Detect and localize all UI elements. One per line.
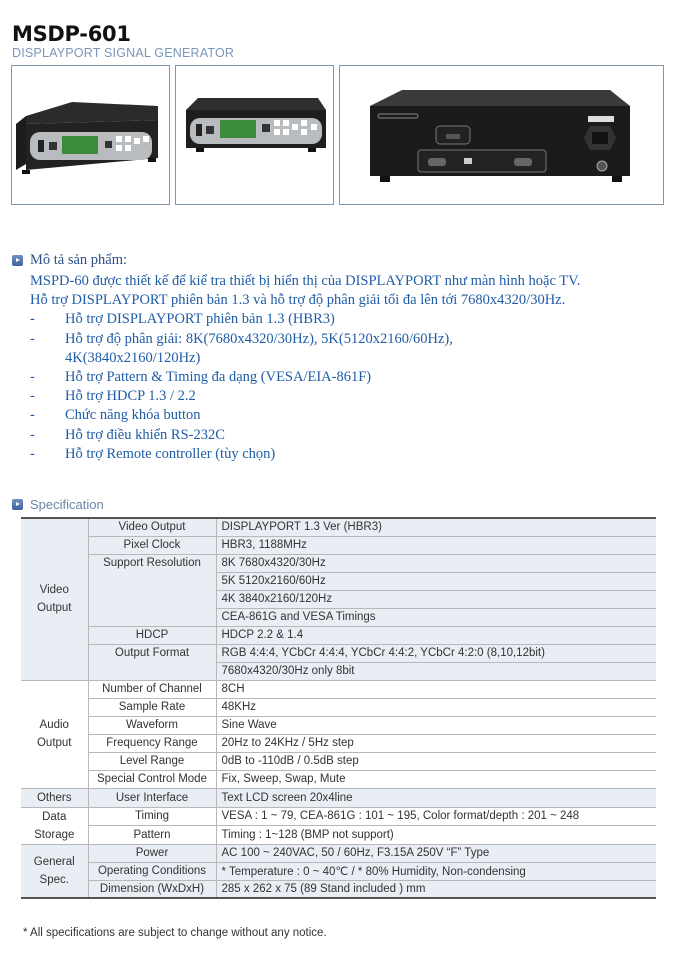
specification-title: Specification (30, 497, 104, 512)
spec-item: HDCP (88, 626, 216, 644)
spec-item: Power (88, 844, 216, 862)
spec-value: HBR3, 1188MHz (216, 536, 656, 554)
specification-heading (12, 497, 104, 512)
spec-value: Fix, Sweep, Swap, Mute (216, 770, 656, 788)
spec-value: Text LCD screen 20x4line (216, 788, 656, 807)
spec-value: * Temperature : 0 ~ 40℃ / * 80% Humidity, Non-condensing (216, 862, 656, 880)
spec-value: 8CH (216, 680, 656, 698)
description-line: Hỗ trợ DISPLAYPORT phiên bản 1.3 và hỗ trợ độ phân giải tối đa lên tới 7680x4320/30Hz. (30, 292, 566, 309)
table-row (21, 536, 656, 554)
spec-item: Special Control Mode (88, 770, 216, 788)
table-row (21, 807, 656, 826)
table-row (21, 518, 656, 536)
spec-item: Support Resolution (88, 554, 216, 626)
spec-item: User Interface (88, 788, 216, 807)
spec-item: Dimension (WxDxH) (88, 880, 216, 898)
category-video-output: Video Output (21, 518, 88, 680)
table-row (21, 716, 656, 734)
table-row (21, 626, 656, 644)
category-audio-output: Audio Output (21, 680, 88, 788)
feature-item: - Hỗ trợ Pattern & Timing đa dạng (VESA/EIA-861F) (30, 369, 372, 386)
spec-value: Sine Wave (216, 716, 656, 734)
feature-item-continued: 4K(3840x2160/120Hz) (65, 349, 201, 366)
table-row (21, 880, 656, 898)
spec-item: Number of Channel (88, 680, 216, 698)
category-data-storage: Data Storage (21, 807, 88, 844)
feature-item: - Hỗ trợ Remote controller (tùy chọn) (30, 445, 276, 462)
device-angle-image (12, 66, 169, 204)
table-row (21, 554, 656, 572)
table-row (21, 698, 656, 716)
table-row (21, 788, 656, 807)
spec-value: DISPLAYPORT 1.3 Ver (HBR3) (216, 518, 656, 536)
table-row (21, 680, 656, 698)
feature-item: - Hỗ trợ HDCP 1.3 / 2.2 (30, 388, 196, 405)
category-general-spec: General Spec. (21, 844, 88, 898)
category-others: Others (21, 788, 88, 807)
table-row (21, 752, 656, 770)
table-row (21, 770, 656, 788)
spec-value: VESA : 1 ~ 79, CEA-861G : 101 ~ 195, Color format/depth : 201 ~ 248 (216, 807, 656, 826)
feature-item: - Hỗ trợ điều khiển RS-232C (30, 426, 225, 443)
spec-item: Level Range (88, 752, 216, 770)
spec-item: Sample Rate (88, 698, 216, 716)
product-photo-rear[interactable] (339, 65, 664, 205)
product-photo-front[interactable] (175, 65, 334, 205)
spec-item: Output Format (88, 644, 216, 680)
spec-value: 285 x 262 x 75 (89 Stand included ) mm (216, 880, 656, 898)
feature-item: - Hỗ trợ DISPLAYPORT phiên bản 1.3 (HBR3) (30, 311, 335, 328)
description-heading (12, 252, 127, 269)
description-body (30, 272, 580, 464)
spec-value: 8K 7680x4320/30Hz (216, 554, 656, 572)
spec-value: HDCP 2.2 & 1.4 (216, 626, 656, 644)
disclaimer-note: * All specifications are subject to change without any notice. (23, 927, 327, 939)
description-title: Mô tả sản phẩm: (30, 252, 128, 268)
device-rear-image (340, 66, 663, 204)
description-line: MSPD-60 được thiết kế để kiể tra thiết bị hiển thị của DISPLAYPORT như màn hình hoặc TV. (30, 273, 581, 289)
spec-value: 20Hz to 24KHz / 5Hz step (216, 734, 656, 752)
spec-value: 4K 3840x2160/120Hz (216, 590, 656, 608)
spec-item: Operating Conditions (88, 862, 216, 880)
product-photo-front-angle[interactable] (11, 65, 170, 205)
spec-value: 0dB to -110dB / 0.5dB step (216, 752, 656, 770)
table-row (21, 734, 656, 752)
spec-value: 5K 5120x2160/60Hz (216, 572, 656, 590)
table-row (21, 862, 656, 880)
spec-item: Timing (88, 807, 216, 826)
spec-value: 48KHz (216, 698, 656, 716)
spec-item: Video Output (88, 518, 216, 536)
page-subtitle: DISPLAYPORT SIGNAL GENERATOR (12, 46, 235, 60)
spec-value: AC 100 ~ 240VAC, 50 / 60Hz, F3.15A 250V “F” Type (216, 844, 656, 862)
specification-table (21, 517, 656, 899)
spec-item: Waveform (88, 716, 216, 734)
spec-value: Timing : 1~128 (BMP not support) (216, 826, 656, 845)
spec-value: CEA-861G and VESA Timings (216, 608, 656, 626)
table-row (21, 826, 656, 845)
spec-value: 7680x4320/30Hz only 8bit (216, 662, 656, 680)
feature-item: - Hỗ trợ độ phân giải: 8K(7680x4320/30Hz), 5K(5120x2160/60Hz), (30, 330, 453, 347)
table-row (21, 644, 656, 662)
table-row (21, 844, 656, 862)
page-title: MSDP-601 (12, 22, 131, 46)
spec-item: Pattern (88, 826, 216, 845)
play-bullet-icon (12, 499, 23, 510)
device-front-image (176, 66, 333, 204)
spec-item: Frequency Range (88, 734, 216, 752)
play-bullet-icon (12, 255, 23, 266)
spec-value: RGB 4:4:4, YCbCr 4:4:4, YCbCr 4:4:2, YCbCr 4:2:0 (8,10,12bit) (216, 644, 656, 662)
spec-item: Pixel Clock (88, 536, 216, 554)
feature-item: - Chức năng khóa button (30, 407, 201, 424)
